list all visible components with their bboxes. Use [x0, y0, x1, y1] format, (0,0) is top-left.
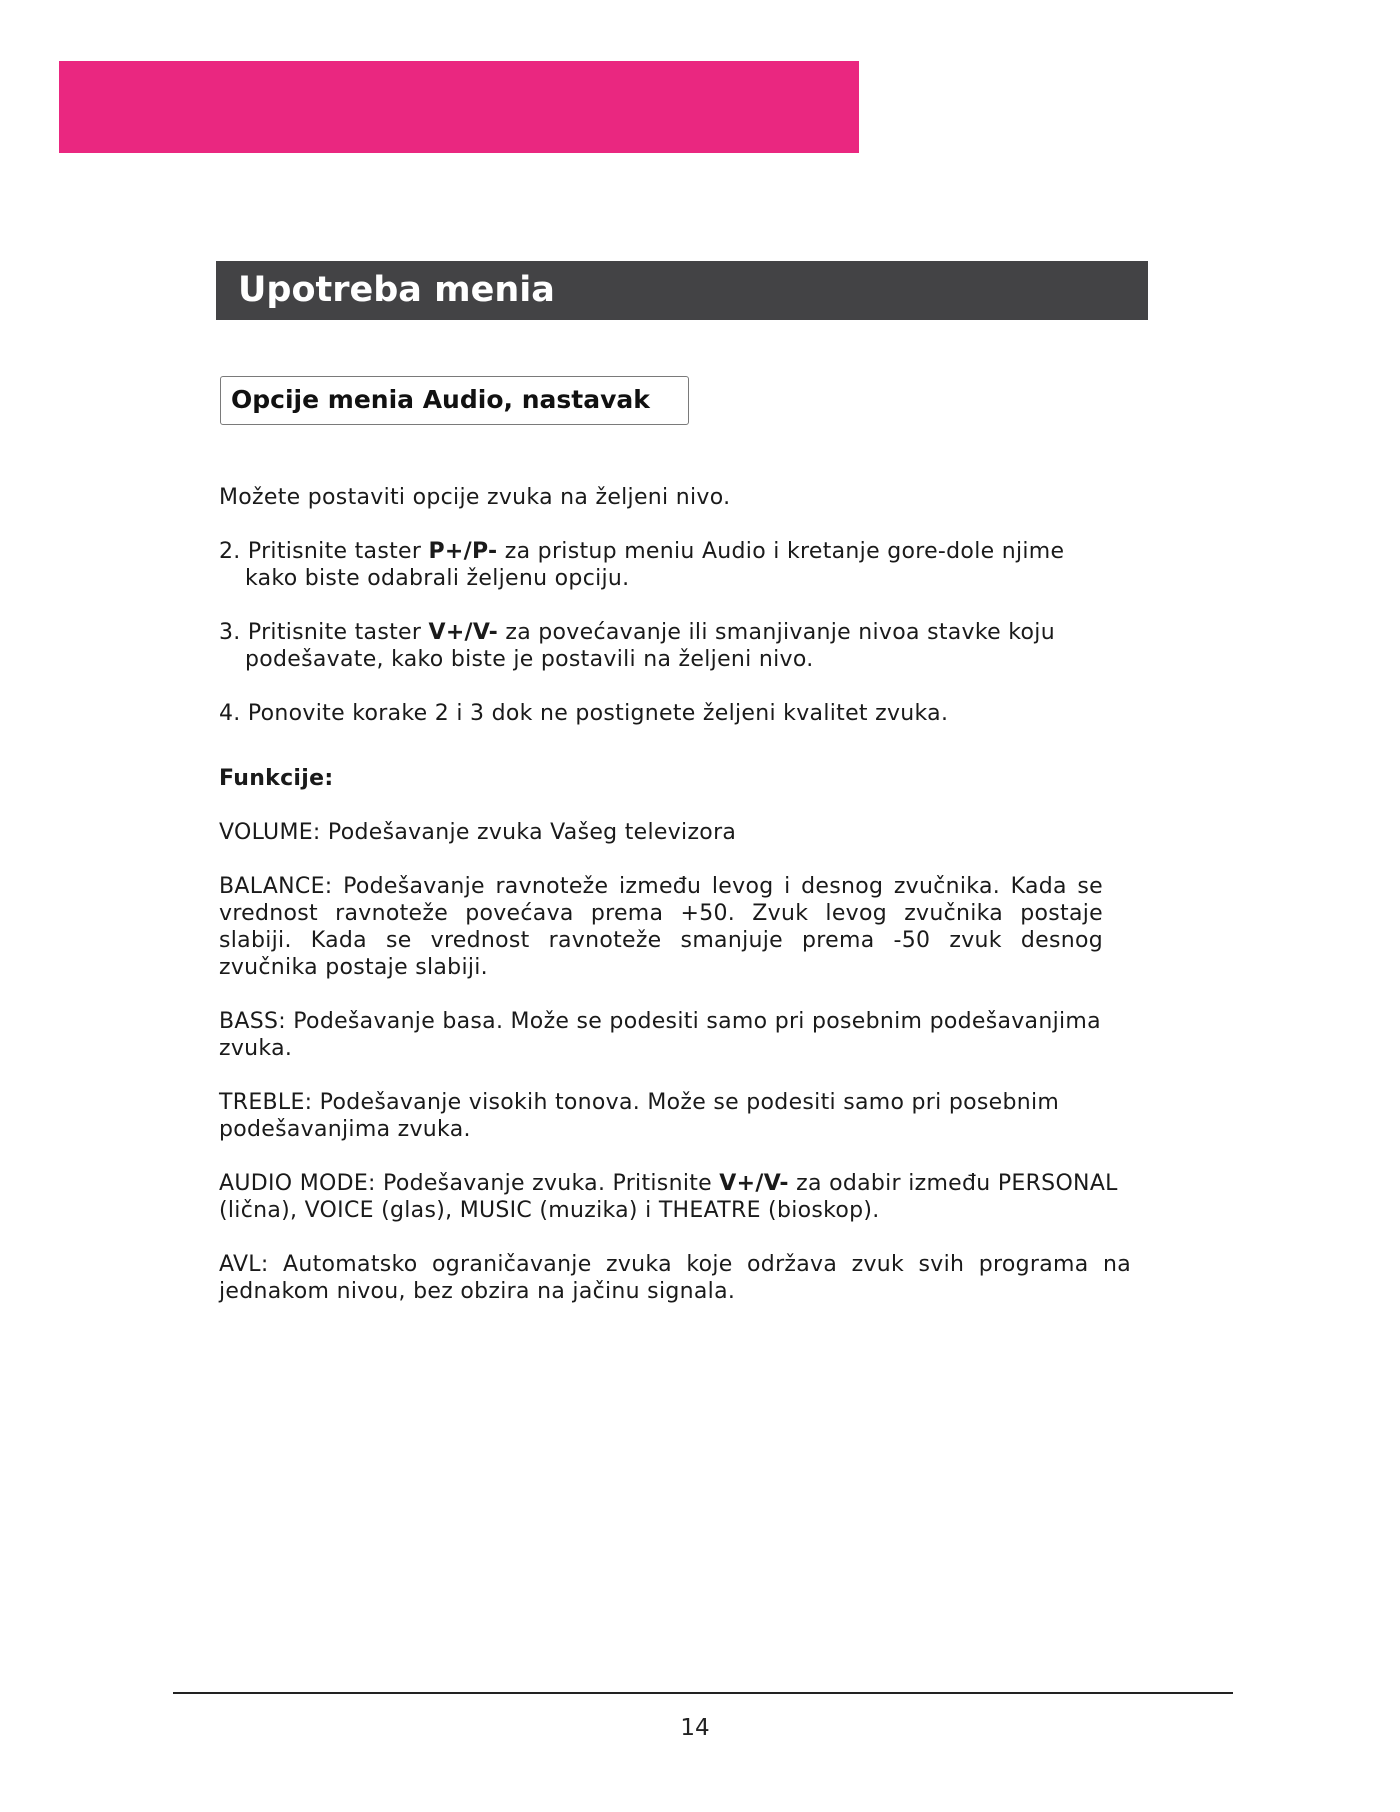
header-accent-bar: [59, 61, 859, 153]
function-audio-mode-line2: (lična), VOICE (glas), MUSIC (muzika) i THEATRE (bioskop).: [219, 1198, 880, 1223]
section-subtitle: [220, 376, 689, 425]
step-2-line1: [219, 538, 1179, 565]
step-2-prefix: 2. Pritisnite taster: [219, 539, 429, 564]
step-4: 4. Ponovite korake 2 i 3 dok ne postignete željeni kvalitet zvuka.: [219, 701, 949, 726]
function-balance: BALANCE: Podešavanje ravnoteže između levog i desnog zvučnika. Kada se vrednost ravnoteže povećava prema +50. Zvuk levog zvučnika postaje slabiji. Kada se vrednost ravnoteže smanjuje prema -50 zvuk desnog zvučnika postaje slabiji.: [219, 874, 1103, 980]
step-3-line1: [219, 619, 1179, 646]
function-bass: BASS: Podešavanje basa. Može se podesiti samo pri posebnim podešavanjima zvuka.: [219, 1009, 1101, 1061]
page-title: [216, 261, 1148, 320]
step-2-key: P+/P-: [428, 539, 498, 564]
body-content: [219, 484, 1179, 1305]
audio-mode-rest: za odabir između PERSONAL: [788, 1171, 1118, 1196]
function-volume: VOLUME: Podešavanje zvuka Vašeg televizora: [219, 820, 737, 845]
step-3-line2: podešavate, kako biste je postavili na željeni nivo.: [245, 647, 814, 672]
page-title-text: Upotreba menia: [238, 270, 555, 310]
function-avl: AVL: Automatsko ograničavanje zvuka koje održava zvuk svih programa na jednakom nivou, bez obzira na jačinu signala.: [219, 1252, 1131, 1304]
audio-mode-key: V+/V-: [719, 1171, 789, 1196]
function-treble-line1: TREBLE: Podešavanje visokih tonova. Može se podesiti samo pri posebnim: [219, 1090, 1060, 1115]
step-3-rest: za povećavanje ili smanjivanje nivoa stavke koju: [498, 620, 1055, 645]
step-2-line2: kako biste odabrali željenu opciju.: [245, 566, 630, 591]
step-2-rest: za pristup meniu Audio i kretanje gore-dole njime: [497, 539, 1065, 564]
step-3-prefix: 3. Pritisnite taster: [219, 620, 429, 645]
intro-text: Možete postaviti opcije zvuka na željeni nivo.: [219, 485, 731, 510]
audio-mode-prefix: AUDIO MODE: Podešavanje zvuka. Pritisnite: [219, 1171, 720, 1196]
functions-heading: Funkcije:: [219, 766, 334, 791]
page-number: 14: [680, 1715, 710, 1741]
function-treble: [219, 1089, 1179, 1143]
footer-divider: [173, 1692, 1233, 1694]
step-3-key: V+/V-: [428, 620, 499, 645]
step-2: [219, 538, 1179, 592]
section-subtitle-text: Opcije menia Audio, nastavak: [231, 385, 650, 414]
function-treble-line2: podešavanjima zvuka.: [219, 1117, 471, 1142]
function-audio-mode-line1: [219, 1170, 1179, 1197]
function-audio-mode: [219, 1170, 1179, 1224]
step-3: [219, 619, 1179, 673]
